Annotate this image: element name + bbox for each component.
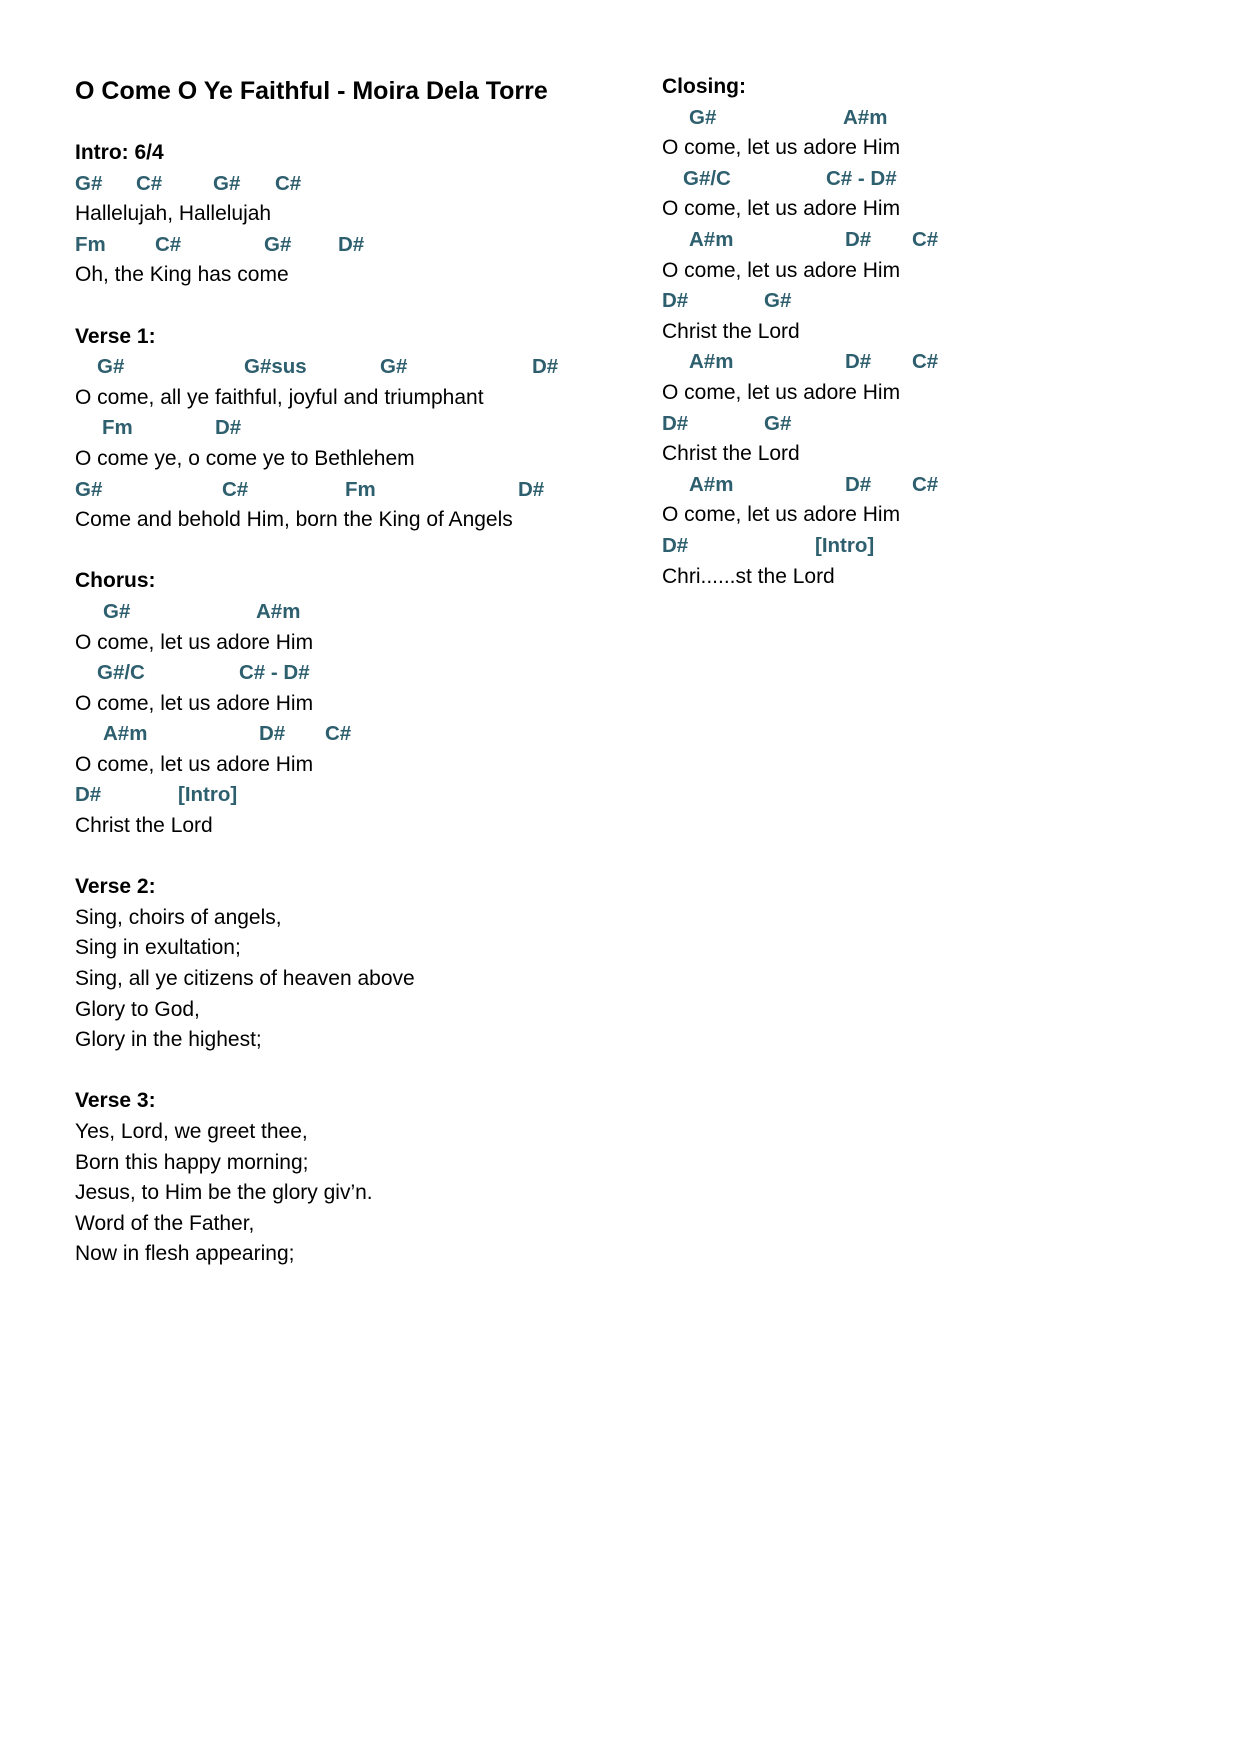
chord: A#m	[256, 599, 301, 623]
chord-line	[75, 169, 635, 200]
lyric-line: Hallelujah, Hallelujah	[75, 202, 272, 226]
lyric-line: Jesus, to Him be the glory giv’n.	[75, 1181, 373, 1205]
chord: D#	[845, 227, 872, 251]
lyric-line: Sing, choirs of angels,	[75, 905, 282, 929]
chord: A#m	[103, 722, 148, 746]
lyric-line: Glory in the highest;	[75, 1028, 262, 1052]
verse2-section	[75, 872, 635, 1056]
chord-line	[662, 347, 1182, 378]
chord: C#	[912, 227, 939, 251]
verse3-section	[75, 1086, 635, 1270]
lyric-line: O come, let us adore Him	[662, 197, 901, 221]
lyric-line: Yes, Lord, we greet thee,	[75, 1120, 308, 1143]
verse1-section	[75, 322, 635, 536]
chord: D#	[338, 232, 365, 256]
chorus-section	[75, 566, 635, 841]
lyric-line: O come, let us adore Him	[662, 136, 901, 160]
chord: D#	[532, 355, 559, 379]
lyric-line: O come, let us adore Him	[662, 380, 901, 404]
lyric-line: O come, let us adore Him	[662, 258, 901, 282]
chord: G#	[103, 599, 131, 623]
chord: D#	[662, 533, 689, 557]
verse2-label: Verse 2:	[75, 875, 156, 899]
chord: C#	[155, 232, 182, 256]
chord: G#	[97, 355, 125, 379]
lyric-line: Christ the Lord	[75, 814, 213, 838]
closing-label: Closing:	[662, 75, 746, 98]
chord: D#	[215, 416, 242, 440]
chord: Fm	[75, 232, 106, 256]
verse1-label: Verse 1:	[75, 324, 156, 348]
chord: D#	[75, 783, 102, 807]
chord-line	[75, 413, 635, 444]
chord: A#m	[689, 350, 734, 374]
chord: C# - D#	[239, 661, 310, 685]
chord: G#	[75, 477, 103, 501]
chord: [Intro]	[178, 783, 238, 807]
chord: D#	[845, 472, 872, 496]
chord: G#	[764, 411, 792, 435]
lyric-line: Now in flesh appearing;	[75, 1242, 295, 1266]
chord-line	[75, 780, 635, 811]
chord-line	[662, 286, 1182, 317]
right-column	[662, 72, 1182, 623]
chord: G#/C	[683, 166, 731, 190]
chord-line	[75, 475, 635, 506]
chord: G#/C	[97, 661, 145, 685]
chord: D#	[845, 350, 872, 374]
lyric-line: O come, all ye faithful, joyful and triumphant	[75, 385, 484, 409]
chord: C#	[222, 477, 249, 501]
chord: Fm	[102, 416, 133, 440]
chord: G#	[264, 232, 292, 256]
chord: C#	[275, 171, 302, 195]
song-title: O Come O Ye Faithful - Moira Dela Torre	[75, 77, 548, 105]
chord-line	[662, 164, 1182, 195]
chord: D#	[259, 722, 286, 746]
chord-line	[662, 103, 1182, 134]
lyric-line: Glory to God,	[75, 997, 200, 1021]
chord: C# - D#	[826, 166, 897, 190]
chord: G#	[75, 171, 103, 195]
chord: A#m	[843, 105, 888, 129]
chord-line	[75, 658, 635, 689]
lyric-line: Born this happy morning;	[75, 1150, 309, 1174]
chord: G#	[213, 171, 241, 195]
chord: C#	[912, 472, 939, 496]
chord-line	[662, 225, 1182, 256]
intro-section	[75, 138, 635, 291]
chord: D#	[662, 289, 689, 313]
chord: G#sus	[244, 355, 307, 379]
lyric-line: Come and behold Him, born the King of Angels	[75, 508, 513, 532]
chord: A#m	[689, 227, 734, 251]
lyric-line: Sing in exultation;	[75, 936, 241, 960]
lyric-line: Sing, all ye citizens of heaven above	[75, 967, 415, 991]
chord-line	[75, 352, 635, 383]
chord: [Intro]	[815, 533, 875, 557]
lyric-line: Chri......st the Lord	[662, 564, 835, 588]
chorus-label: Chorus:	[75, 569, 156, 593]
chord: D#	[518, 477, 545, 501]
lyric-line: Word of the Father,	[75, 1211, 255, 1235]
lyric-line: O come, let us adore Him	[75, 691, 314, 715]
left-column	[75, 72, 635, 1301]
chord: C#	[136, 171, 163, 195]
chord: G#	[764, 289, 792, 313]
chord: G#	[689, 105, 717, 129]
chord: C#	[325, 722, 352, 746]
lyric-line: Christ the Lord	[662, 319, 800, 343]
chord: C#	[912, 350, 939, 374]
lyric-line: O come, let us adore Him	[662, 503, 901, 527]
chord-line	[662, 409, 1182, 440]
lyric-line: Oh, the King has come	[75, 263, 289, 287]
chord-line	[75, 597, 635, 628]
chord: G#	[380, 355, 408, 379]
chord-line	[662, 470, 1182, 501]
chord-line	[75, 230, 635, 261]
chord-line	[75, 719, 635, 750]
chord: D#	[662, 411, 689, 435]
lyric-line: O come, let us adore Him	[75, 752, 314, 776]
lyric-line: O come ye, o come ye to Bethlehem	[75, 446, 415, 470]
chord: Fm	[345, 477, 376, 501]
intro-label: Intro: 6/4	[75, 141, 164, 164]
closing-section	[662, 72, 1182, 592]
lyric-line: Christ the Lord	[662, 442, 800, 466]
chord-line	[662, 531, 1182, 562]
lyric-line: O come, let us adore Him	[75, 630, 314, 654]
verse3-label: Verse 3:	[75, 1089, 156, 1113]
chord: A#m	[689, 472, 734, 496]
